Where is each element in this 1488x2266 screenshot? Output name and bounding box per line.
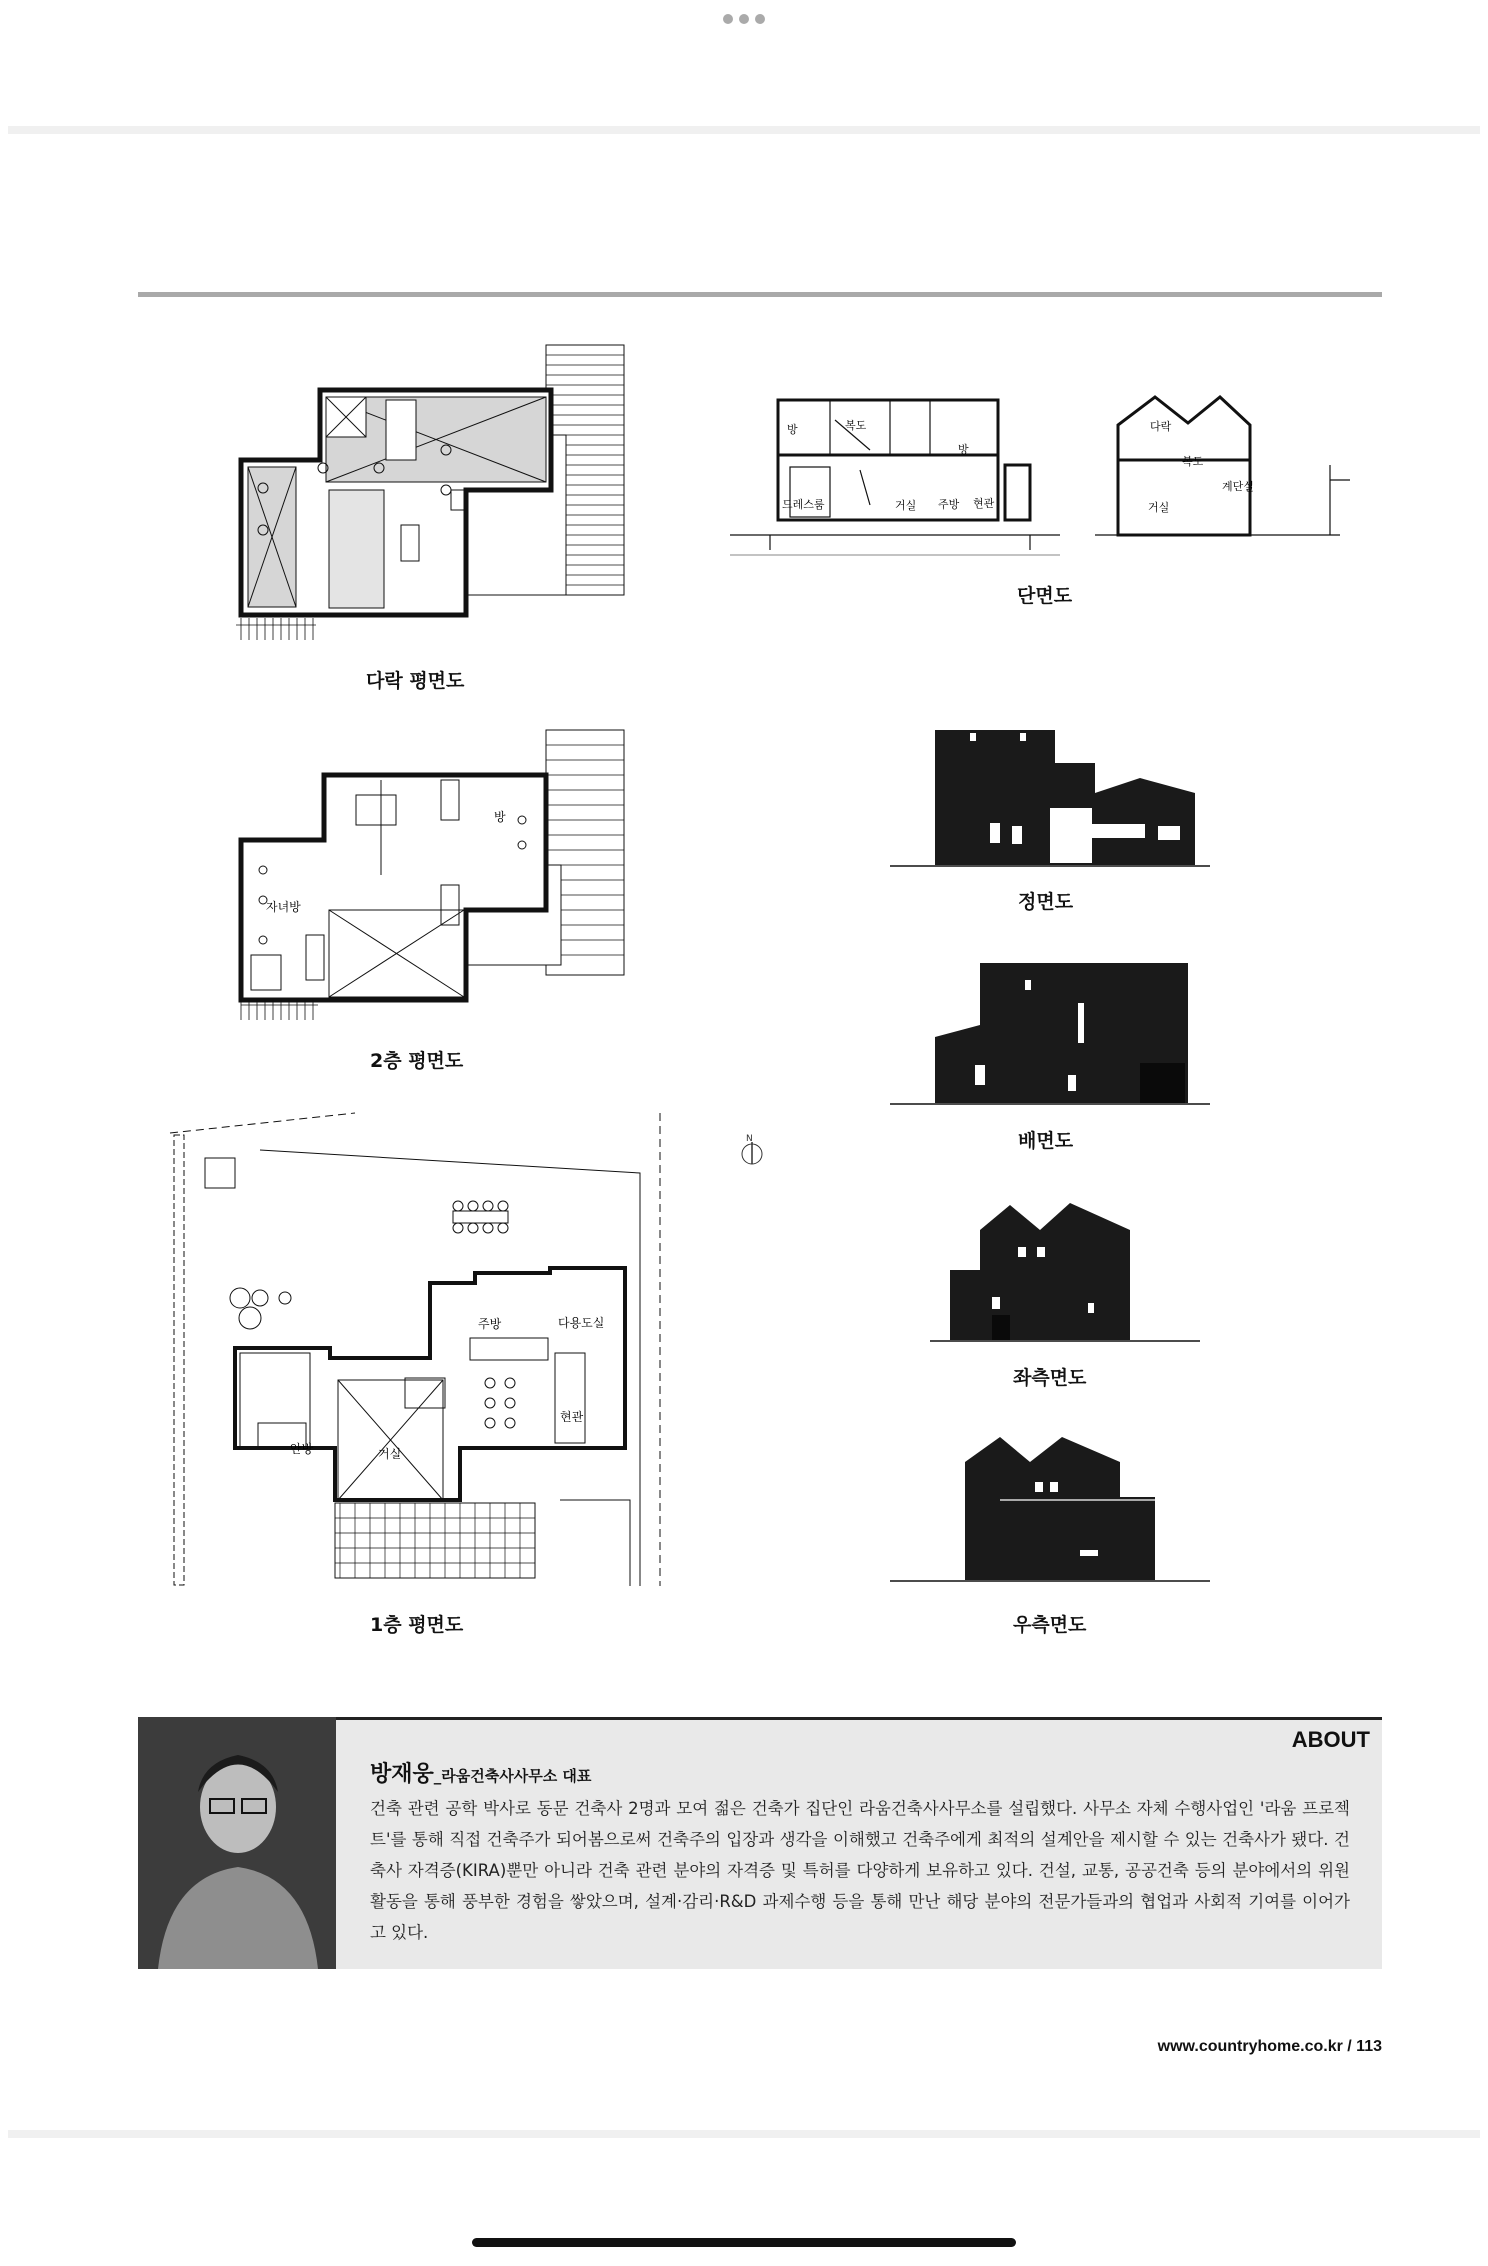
- author-photo: [138, 1717, 336, 1969]
- more-options-icon[interactable]: [723, 14, 767, 28]
- rear-elevation-drawing: [890, 955, 1210, 1107]
- right-elevation-drawing: [890, 1432, 1210, 1584]
- first-floor-plan-drawing: [160, 1108, 670, 1590]
- svg-text:다용도실: 다용도실: [558, 1316, 605, 1330]
- svg-text:N: N: [746, 1134, 753, 1144]
- front-elevation-caption: 정면도: [1018, 891, 1074, 913]
- page-footer[interactable]: www.countryhome.co.kr / 113: [1157, 2038, 1382, 2055]
- svg-text:계단실: 계단실: [1222, 480, 1254, 493]
- section-drawing: [730, 385, 1350, 565]
- svg-text:복도: 복도: [845, 419, 867, 432]
- svg-text:거실: 거실: [1148, 501, 1170, 514]
- left-elevation-drawing: [890, 1195, 1210, 1345]
- svg-text:현관: 현관: [973, 497, 995, 510]
- svg-text:거실: 거실: [378, 1447, 402, 1461]
- home-indicator[interactable]: [472, 2238, 1016, 2247]
- author-role: _라움건축사사무소 대표: [433, 1767, 592, 1785]
- attic-plan-drawing: [236, 340, 636, 640]
- svg-text:현관: 현관: [560, 1410, 584, 1424]
- svg-text:안방: 안방: [290, 1442, 314, 1456]
- right-elevation-caption: 우측면도: [1013, 1614, 1087, 1636]
- left-elevation-caption: 좌측면도: [1013, 1367, 1087, 1389]
- author-name: [370, 1757, 591, 1788]
- section-rule: [138, 292, 1382, 297]
- section-caption: 단면도: [1017, 585, 1073, 607]
- author-name-text: 방재웅: [370, 1762, 434, 1787]
- about-top-rule: [336, 1717, 1382, 1720]
- page-top-divider: [8, 126, 1480, 134]
- second-floor-plan-drawing: [236, 725, 636, 1025]
- svg-text:방: 방: [494, 810, 506, 824]
- svg-text:복도: 복도: [1182, 455, 1204, 468]
- svg-text:다락: 다락: [1150, 420, 1172, 433]
- author-bio: 건축 관련 공학 박사로 동문 건축사 2명과 모여 젊은 건축가 집단인 라움건축사사무소를 설립했다. 사무소 자체 수행사업인 '라움 프로젝트'를 통해 직접 건축주가 되어봄으로써 건축주의 입장과 생각을 이해했고 건축주에게 최적의 설계안을 제시할 수 있는 건축사가 됐다. 건축사 자격증(KIRA)뿐만 아니라 건축 관련 분야의 자격증 및 특허를 다양하게 보유하고 있다. 건설, 교통, 공공건축 등의 분야에서의 위원 활동을 통해 풍부한 경험을 쌓았으며, 설계·감리·R&D 과제수행 등을 통해 만난 해당 분야의 전문가들과의 협업과 사회적 기여를 이어가고 있다.: [370, 1799, 1350, 1942]
- first-floor-plan-caption: 1층 평면도: [370, 1614, 464, 1636]
- about-label: ABOUT: [1291, 1727, 1370, 1752]
- second-floor-plan-caption: 2층 평면도: [370, 1050, 464, 1072]
- svg-text:방: 방: [787, 423, 798, 436]
- svg-text:자녀방: 자녀방: [266, 900, 301, 914]
- front-elevation-drawing: [890, 718, 1210, 868]
- svg-text:주방: 주방: [478, 1317, 502, 1331]
- svg-text:주방: 주방: [938, 498, 960, 511]
- svg-text:방: 방: [958, 443, 969, 456]
- page-bottom-divider: [8, 2130, 1480, 2138]
- svg-text:거실: 거실: [895, 499, 917, 512]
- attic-plan-caption: 다락 평면도: [366, 670, 465, 692]
- north-arrow-icon: [738, 1130, 766, 1170]
- rear-elevation-caption: 배면도: [1018, 1130, 1074, 1152]
- svg-text:드레스룸: 드레스룸: [782, 498, 825, 511]
